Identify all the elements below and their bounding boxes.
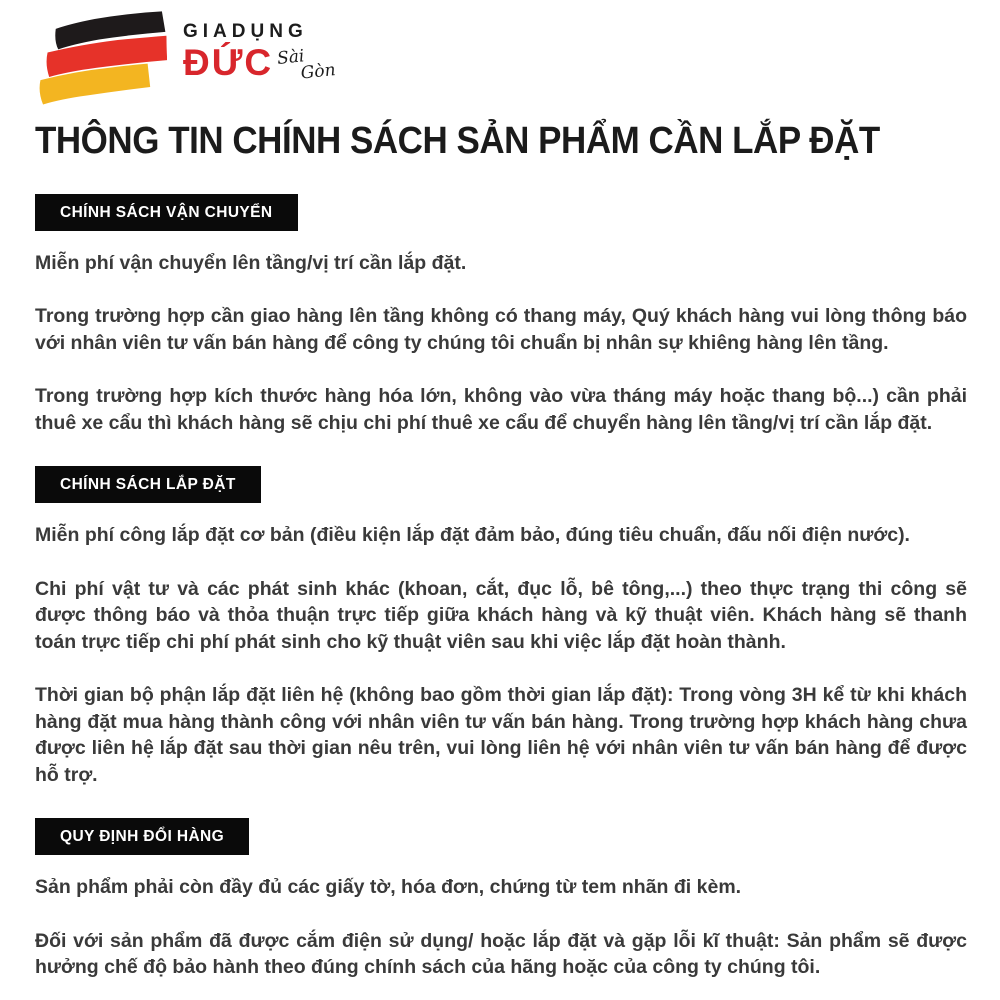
policy-paragraph: Miễn phí vận chuyển lên tầng/vị trí cần lắp đặt.: [35, 251, 467, 274]
brand-name: [183, 10, 335, 82]
section-shipping-policy: [35, 164, 967, 437]
policy-paragraph: Thời gian bộ phận lắp đặt liên hệ (không bao gồm thời gian lắp đặt): Trong vòng 3H kể từ khi khách hàng đặt mua hàng thành công với nhân viên tư vấn bán hàng. Trong trường hợp khách hàng chưa được liên hệ lắp đặt sau thời gian nêu trên, vui lòng liên hệ với nhân viên tư vấn bán hàng để được hỗ trợ.: [35, 684, 967, 786]
policy-paragraph: Trong trường hợp cần giao hàng lên tầng không có thang máy, Quý khách hàng vui lòng thông báo với nhân viên tư vấn bán hàng để công ty chúng tôi chuẩn bị nhân sự khiêng hàng lên tầng.: [35, 305, 967, 354]
page-title: THÔNG TIN CHÍNH SÁCH SẢN PHẨM CẦN LẮP ĐẶT: [35, 120, 880, 162]
brand-script-line1: Sài: [276, 46, 306, 69]
brand-name-top: GIADỤNG: [183, 21, 308, 42]
policy-paragraph: Chi phí vật tư và các phát sinh khác (khoan, cắt, đục lỗ, bê tông,...) theo thực trạng thi công sẽ được thông báo và thỏa thuận trực tiếp giữa khách hàng và kỹ thuật viên. Khách hàng sẽ thanh toán trực tiếp chi phí phát sinh cho kỹ thuật viên sau khi việc lắp đặt hoàn thành.: [35, 577, 967, 653]
section-heading-installation: CHÍNH SÁCH LẮP ĐẶT: [35, 466, 261, 503]
policy-paragraph: Đối với sản phẩm đã được cắm điện sử dụng/ hoặc lắp đặt và gặp lỗi kĩ thuật: Sản phẩm sẽ được hưởng chế độ bảo hành theo đúng chính sách của hãng hoặc của công ty chúng tôi.: [35, 929, 967, 979]
brand-name-main: ĐỨC: [183, 42, 274, 83]
section-installation-policy: [35, 436, 967, 788]
section-heading-shipping: CHÍNH SÁCH VẬN CHUYỂN: [35, 194, 298, 231]
german-flag-icon: [34, 8, 168, 106]
brand-script-line2: Gòn: [299, 60, 337, 84]
section-heading-exchange: QUY ĐỊNH ĐỔI HÀNG: [35, 818, 249, 855]
section-exchange-policy: [35, 788, 967, 981]
brand-logo: [35, 10, 967, 108]
brand-script: [277, 45, 337, 85]
policy-paragraph: Miễn phí công lắp đặt cơ bản (điều kiện lắp đặt đảm bảo, đúng tiêu chuẩn, đấu nối điện nước).: [35, 524, 910, 547]
policy-paragraph: Sản phẩm phải còn đầy đủ các giấy tờ, hóa đơn, chứng từ tem nhãn đi kèm.: [35, 876, 742, 899]
policy-paragraph: Trong trường hợp kích thước hàng hóa lớn, không vào vừa tháng máy hoặc thang bộ...) cần phải thuê xe cẩu thì khách hàng sẽ chịu chi phí thuê xe cẩu để chuyển hàng lên tầng/vị trí cần lắp đặt.: [35, 385, 967, 434]
